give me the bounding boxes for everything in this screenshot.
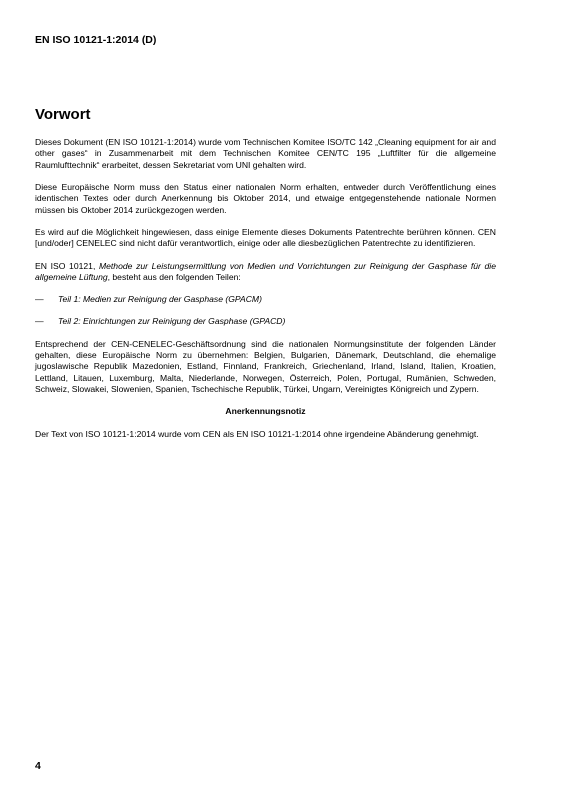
list-dash: — [35, 294, 44, 305]
list-dash: — [35, 316, 44, 327]
parts-intro-suffix: , besteht aus den folgenden Teilen: [107, 272, 241, 283]
standard-title: Methode zur Leistungsermittlung von Medien und Vorrichtungen zur Reinigung der Gasphase für die allgemeine Lüftung [35, 260, 496, 283]
paragraph-status: Diese Europäische Norm muss den Status einer nationalen Norm erhalten, entweder durch Veröffentlichung eines identischen Textes oder durch Anerkennung bis Oktober 2014, und etwaige entgegenstehende nationale Normen müssen bis Oktober 2014 zurückgezogen werden. [35, 182, 496, 215]
page-number: 4 [35, 760, 41, 772]
part-2-title: Teil 2: Einrichtungen zur Reinigung der Gasphase (GPACD) [58, 316, 286, 327]
part-1-title: Teil 1: Medien zur Reinigung der Gasphase (GPACM) [58, 294, 262, 305]
notice-text: Der Text von ISO 10121-1:2014 wurde vom CEN als EN ISO 10121-1:2014 ohne irgendeine Abänderung genehmigt. [35, 428, 479, 439]
list-item-part-2 [35, 316, 496, 327]
paragraph-countries: Entsprechend der CEN-CENELEC-Geschäftsordnung sind die nationalen Normungsinstitute der folgenden Länder gehalten, diese Europäische Norm zu übernehmen: Belgien, Bulgarien, Dänemark, Deutschland, die ehemalige jugoslawische Republik Mazedonien, Estland, Finnland, Frankreich, Griechenland, Irland, Island, Italien, Kroatien, Lettland, Litauen, Luxemburg, Malta, Niederlande, Norwegen, Österreich, Polen, Portugal, Rumänien, Schweden, Schweiz, Slowakei, Slowenien, Spanien, Tschechische Republik, Türkei, Ungarn, Vereinigtes Königreich und Zypern. [35, 338, 496, 395]
section-title: Vorwort [35, 106, 91, 123]
list-item-part-1 [35, 294, 496, 305]
paragraph-scope: Dieses Dokument (EN ISO 10121-1:2014) wurde vom Technischen Komitee ISO/TC 142 „Cleaning equipment for air and other gases“ in Zusammenarbeit mit dem Technischen Komitee CEN/TC 195 „Luftfilter für die allgemeine Raumlufttechnik“ erarbeitet, dessen Sekretariat vom UNI gehalten wird. [35, 137, 496, 170]
paragraph-parts-intro [35, 261, 496, 284]
paragraph-patents: Es wird auf die Möglichkeit hingewiesen, dass einige Elemente dieses Dokuments Patentrechte berühren können. CEN [und/oder] CENELEC sind nicht dafür verantwortlich, einige oder alle diesbezüglichen Patentrechte zu identifizieren. [35, 227, 496, 249]
parts-intro-prefix: EN ISO 10121, [35, 260, 99, 271]
notice-title: Anerkennungsnotiz [225, 406, 306, 417]
document-body [35, 137, 496, 451]
document-header: EN ISO 10121-1:2014 (D) [35, 34, 157, 46]
